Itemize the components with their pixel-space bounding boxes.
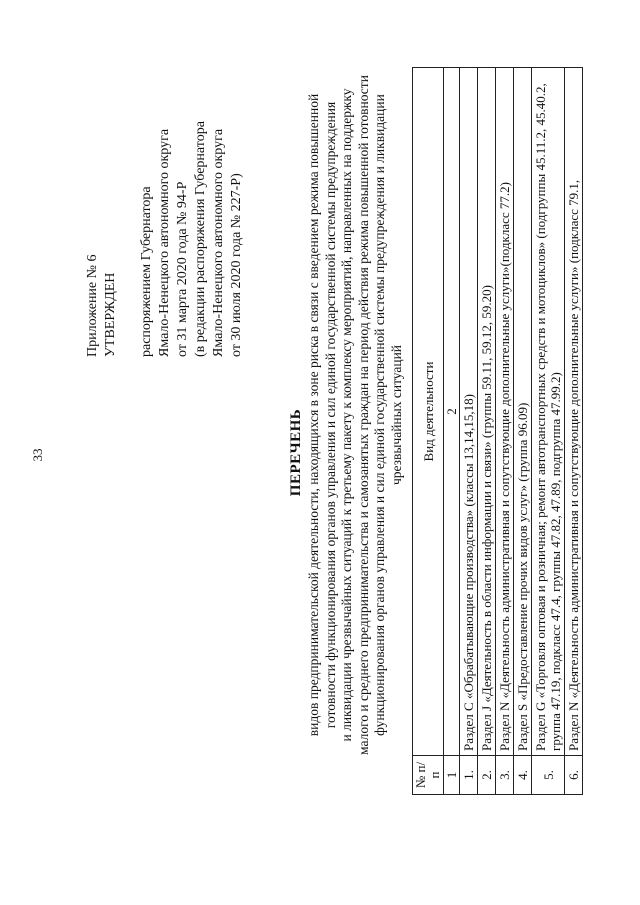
activity-name: Раздел S «Предоставление прочих видов услуг» (группа 96.09) [514,68,532,756]
subtitle-line: и ликвидации чрезвычайных ситуаций к третьему пакету к комплексу мероприятий, направленных на поддержку [339,88,354,742]
approval-line: от 31 марта 2020 года № 94-Р [175,181,190,357]
table-row [565,68,583,795]
approval-line: Ямало-Ненецкого автономного округа [157,128,172,357]
row-number: 5. [532,756,565,795]
annex-label: Приложение № 6 [85,254,100,357]
column-header-number: № п/п [413,756,444,795]
table-row [496,68,514,795]
column-index: 1 [444,756,460,795]
table-row [532,68,565,795]
activity-name: Раздел G «Торговля оптовая и розничная; ремонт автотранспортных средств и мотоциклов» (подгруппы 45.11.2, 45.40.2, группа 47.19, подкласс 47.4, группы 47.82, 47.89, подгруппа 47.99.2) [532,68,565,756]
column-index: 2 [444,68,460,756]
subtitle-line: функционирования органов управления и сил единой государственной системы предупреждения и ликвидации [372,94,387,736]
page-number: 33 [30,448,45,462]
column-header-activity: Вид деятельности [413,68,444,756]
document-title: ПЕРЕЧЕНЬ [288,408,304,497]
approval-block [84,0,246,357]
table-row [514,68,532,795]
activity-table [412,67,583,795]
table-header-row [413,68,444,795]
row-number: 3. [496,756,514,795]
activity-name: Раздел J «Деятельность в области информации и связи» (группы 59.11, 59.12, 59.20) [478,68,496,756]
table-row [478,68,496,795]
column-index-row [444,68,460,795]
approval-line: распоряжением Губернатора [139,186,154,357]
row-number: 4. [514,756,532,795]
document-subtitle [306,65,405,765]
subtitle-line: готовности функционирования органов управления и сил единой государственной системы предупреждения [322,101,338,729]
row-number: 2. [478,756,496,795]
subtitle-line: малого и среднего предпринимательства и самозанятых граждан на период действия режима повышенной готовности [355,75,371,755]
approval-line: Ямало-Ненецкого автономного округа [211,128,226,357]
activity-name: Раздел N «Деятельность административная и сопутствующие дополнительные услуги»(подкласс 77.2) [496,68,514,756]
activity-name: Раздел С «Обрабатывающие производства» (классы 13,14,15,18) [460,68,478,756]
table-row [460,68,478,795]
row-number: 6. [565,756,583,795]
approved-label: УТВЕРЖДЕН [103,272,118,357]
activity-name: Раздел N «Деятельность административная и сопутствующие дополнительные услуги» (подкласс 79.1, [565,68,583,756]
approval-line: от 30 июля 2020 года № 227-Р) [229,173,244,357]
row-number: 1. [460,756,478,795]
subtitle-line: видов предпринимательской деятельности, находящихся в зоне риска в связи с введением режима повышенной [306,93,321,737]
subtitle-line: чрезвычайных ситуаций [388,344,404,486]
approval-line: (в редакции распоряжения Губернатора [193,121,208,357]
